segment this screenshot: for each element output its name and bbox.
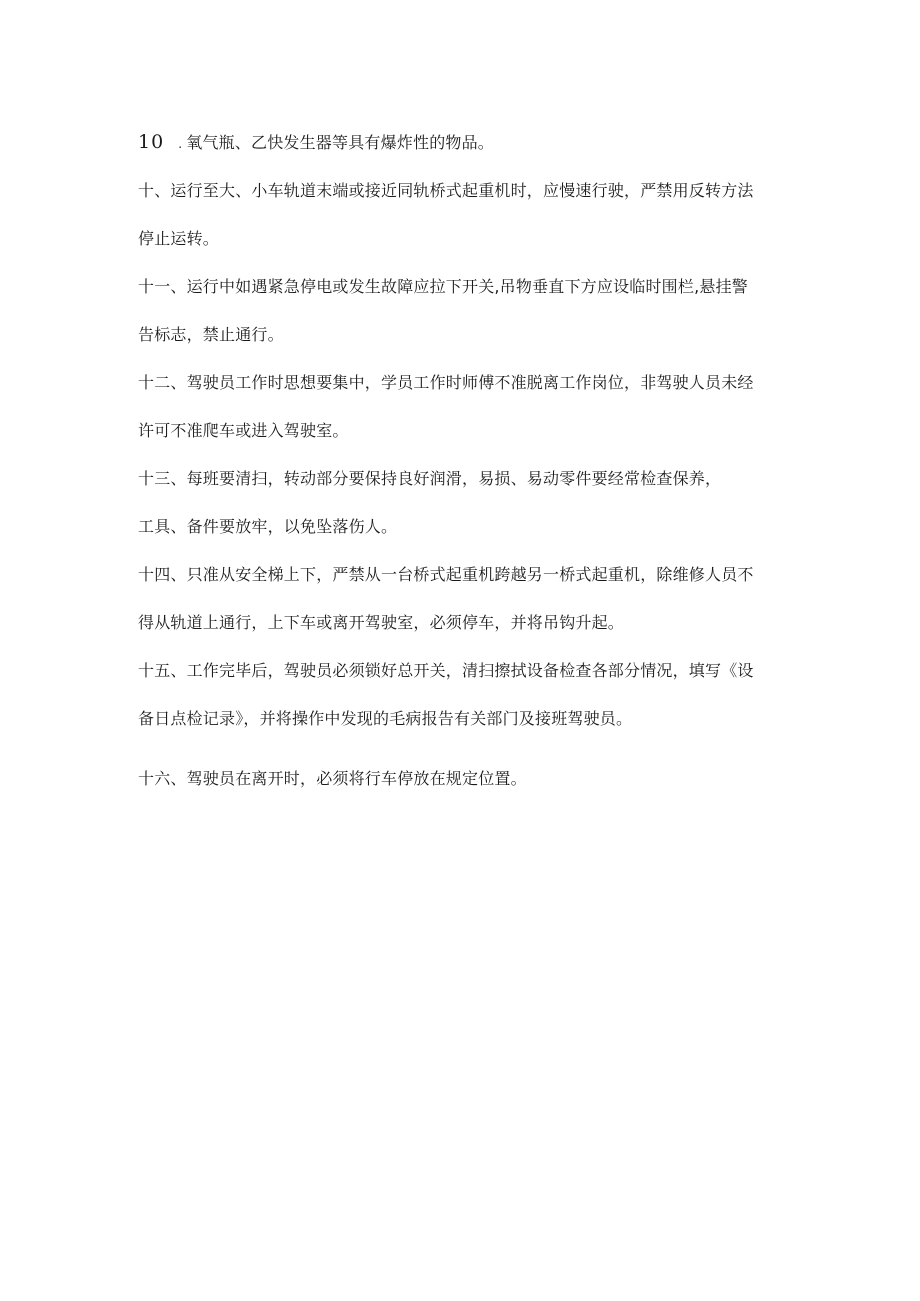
rule-14-line-2: 得从轨道上通行，上下车或离开驾驶室，必须停车，并将吊钩升起。 [138,613,625,632]
item-number: 10 [138,131,165,153]
rule-item-10 [138,132,798,154]
rule-10-line-2: 停止运转。 [138,229,220,248]
rule-12-line-2: 许可不准爬车或进入驾驶室。 [138,421,349,440]
rule-14-line-1: 十四、只准从安全梯上下，严禁从一台桥式起重机跨越另一桥式起重机，除维修人员不 [138,565,754,584]
item-separator: . [178,137,183,151]
rule-15-line-2: 备日点检记录》，并将操作中发现的毛病报告有关部门及接班驾驶员。 [138,709,633,728]
rule-13-line-1: 十三、每班要清扫，转动部分要保持良好润滑，易损、易动零件要经常检查保养， [138,469,722,488]
rule-15-line-1: 十五、工作完毕后，驾驶员必须锁好总开关，清扫擦拭设备检查各部分情况，填写《设 [138,661,754,680]
item-text: 氧气瓶、乙快发生器等具有爆炸性的物品。 [186,133,495,152]
rule-12-line-1: 十二、驾驶员工作时思想要集中，学员工作时师傅不准脱离工作岗位，非驾驶人员未经 [138,373,754,392]
rule-16-line-1: 十六、驾驶员在离开时，必须将行车停放在规定位置。 [138,769,527,788]
rule-10-line-1: 十、运行至大、小车轨道末端或接近同轨桥式起重机时，应慢速行驶，严禁用反转方法 [138,181,754,200]
rule-13-line-2: 工具、备件要放牢，以免坠落伤人。 [138,517,398,536]
rule-11-line-2: 告标志，禁止通行。 [138,325,284,344]
rule-11-line-1: 十一、运行中如遇紧急停电或发生故障应拉下开关,吊物垂直下方应设临时围栏,悬挂警 [138,277,748,296]
